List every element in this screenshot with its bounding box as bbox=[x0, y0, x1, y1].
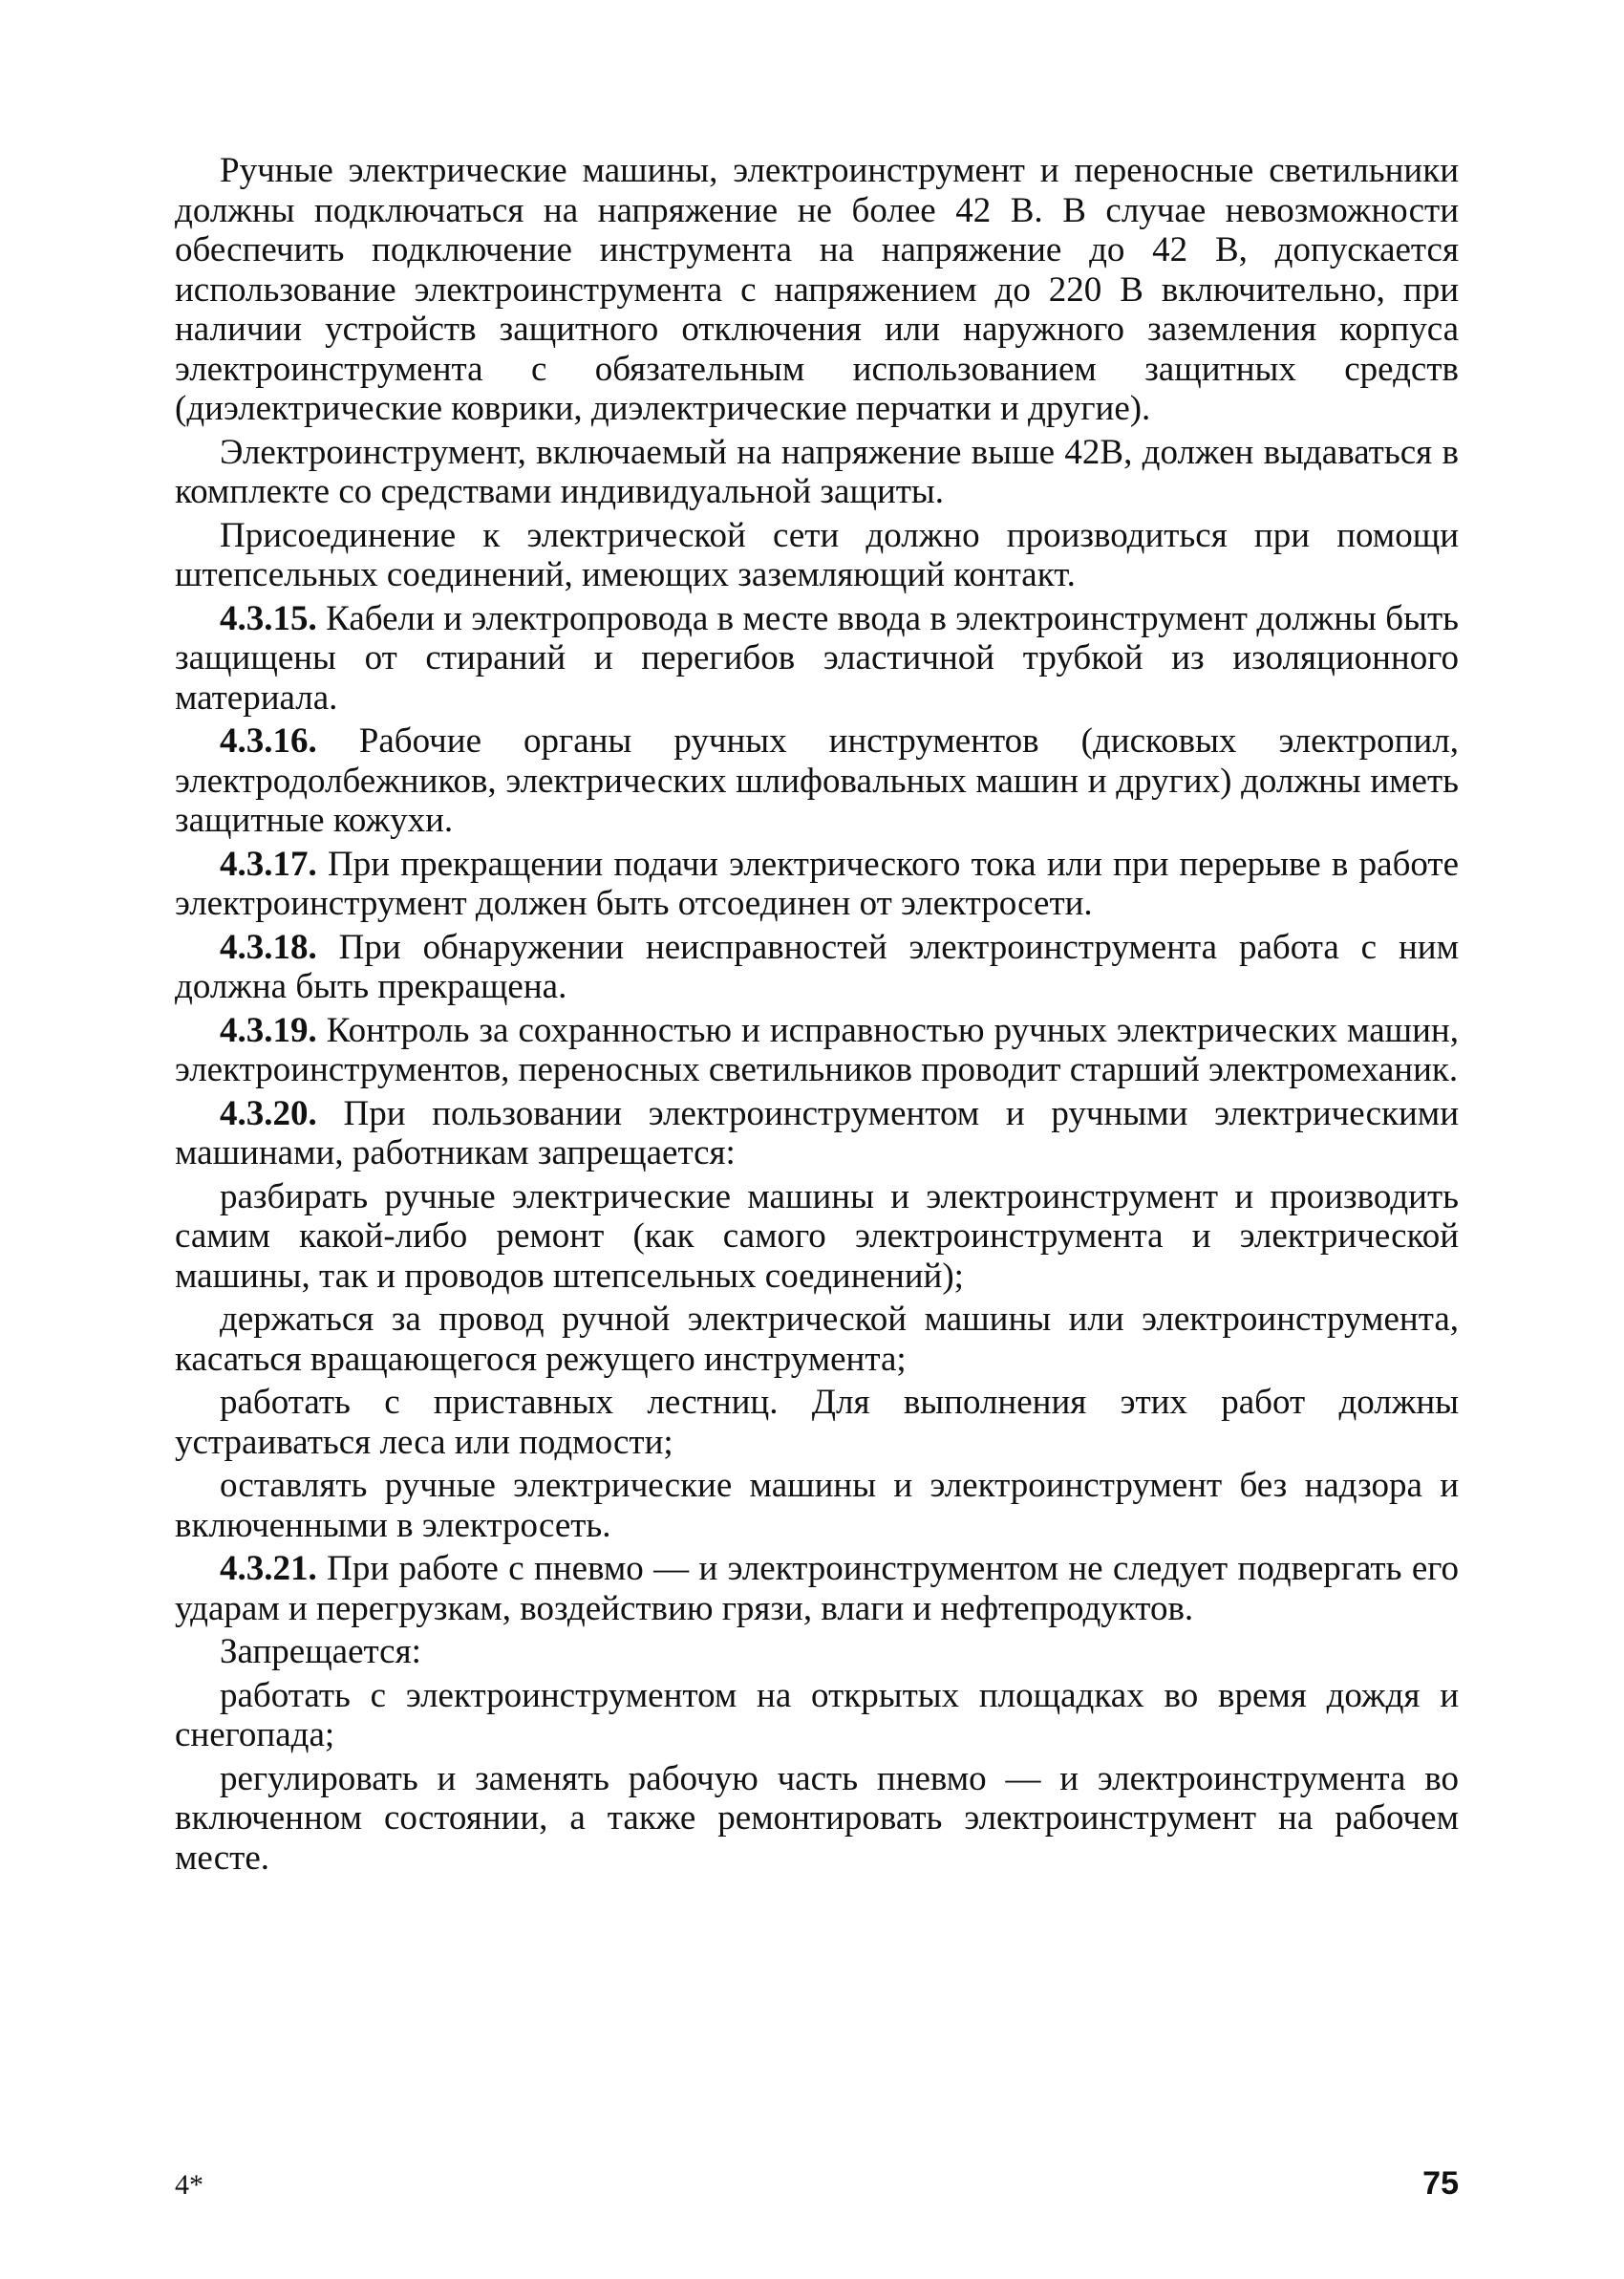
paragraph-text: Контроль за сохранностью и исправностью ручных электрических машин, электроинструментов, переносных светильников проводит старший электромеханик. bbox=[175, 1010, 1459, 1089]
clause-number: 4.3.15. bbox=[220, 598, 317, 638]
paragraph-text: Запрещается: bbox=[220, 1632, 421, 1671]
paragraph bbox=[175, 1466, 1459, 1545]
paragraph bbox=[175, 845, 1459, 924]
page-number: 75 bbox=[1422, 2165, 1459, 2202]
paragraph bbox=[175, 516, 1459, 595]
page-footer bbox=[175, 2165, 1459, 2217]
paragraph-text: работать с электроинструментом на открытых площадках во время дождя и снегопада; bbox=[175, 1675, 1459, 1754]
paragraph-text: разбирать ручные электрические машины и электроинструмент и производить самим какой-либо ремонт (как самого электроинструмента и электрической машины, так и проводов штепсельных соединений); bbox=[175, 1176, 1459, 1296]
paragraph-text: При работе с пневмо — и электроинструментом не следует подвергать его ударам и перегрузкам, воздействию грязи, влаги и нефтепродуктов. bbox=[175, 1549, 1459, 1628]
paragraph bbox=[175, 1011, 1459, 1090]
paragraph bbox=[175, 1549, 1459, 1628]
paragraph bbox=[175, 1676, 1459, 1755]
clause-number: 4.3.18. bbox=[220, 927, 317, 967]
clause-number: 4.3.19. bbox=[220, 1010, 317, 1050]
paragraph bbox=[175, 1300, 1459, 1379]
paragraph bbox=[175, 1177, 1459, 1297]
clause-number: 4.3.17. bbox=[220, 844, 317, 884]
paragraph-text: Кабели и электропровода в месте ввода в электроинструмент должны быть защищены от стираний и перегибов эластичной трубкой из изоляционного материала. bbox=[175, 598, 1459, 718]
paragraph-text: При пользовании электроинструментом и ручными электрическими машинами, работникам запрещается: bbox=[175, 1093, 1459, 1172]
paragraph bbox=[175, 928, 1459, 1007]
paragraph-text: работать с приставных лестниц. Для выполнения этих работ должны устраиваться леса или подмости; bbox=[175, 1383, 1459, 1462]
paragraph-text: регулировать и заменять рабочую часть пневмо — и электроинструмента во включенном состоянии, а также ремонтировать электроинструмент на рабочем месте. bbox=[175, 1758, 1459, 1878]
clause-number: 4.3.20. bbox=[220, 1093, 317, 1133]
paragraph-text: Присоединение к электрической сети должно производиться при помощи штепсельных соединений, имеющих заземляющий контакт. bbox=[175, 515, 1459, 594]
paragraph bbox=[175, 1632, 1459, 1672]
paragraph bbox=[175, 1383, 1459, 1462]
paragraph bbox=[175, 1094, 1459, 1173]
paragraph bbox=[175, 721, 1459, 841]
paragraph-text: Рабочие органы ручных инструментов (дисковых электропил, электродолбежников, электрических шлифовальных машин и других) должны иметь защитные кожухи. bbox=[175, 721, 1459, 840]
paragraph bbox=[175, 433, 1459, 512]
paragraph-text: При обнаружении неисправностей электроинструмента работа с ним должна быть прекращена. bbox=[175, 927, 1459, 1006]
paragraph-text: Электроинструмент, включаемый на напряжение выше 42В, должен выдаваться в комплекте со средствами индивидуальной защиты. bbox=[175, 432, 1459, 511]
body-text bbox=[175, 151, 1459, 1881]
paragraph bbox=[175, 1759, 1459, 1879]
clause-number: 4.3.21. bbox=[220, 1549, 317, 1588]
paragraph-text: Ручные электрические машины, электроинструмент и переносные светильники должны подключаться на напряжение не более 42 В. В случае невозможности обеспечить подключение инструмента на напряжение до 42 В, допускается использование электроинструмента с напряжением до 220 В включительно, при наличии устройств защитного отключения или наружного заземления корпуса электроинструмента с обязательным использованием защитных средств (диэлектрические коврики, диэлектрические перчатки и другие). bbox=[175, 151, 1459, 428]
clause-number: 4.3.16. bbox=[220, 721, 317, 761]
paragraph bbox=[175, 599, 1459, 719]
paragraph bbox=[175, 151, 1459, 429]
signature-mark: 4* bbox=[175, 2169, 203, 2201]
paragraph-text: оставлять ручные электрические машины и электроинструмент без надзора и включенными в электросеть. bbox=[175, 1466, 1459, 1545]
paragraph-text: При прекращении подачи электрического тока или при перерыве в работе электроинструмент должен быть отсоединен от электросети. bbox=[175, 844, 1459, 923]
paragraph-text: держаться за провод ручной электрической машины или электроинструмента, касаться вращающегося режущего инструмента; bbox=[175, 1300, 1459, 1379]
